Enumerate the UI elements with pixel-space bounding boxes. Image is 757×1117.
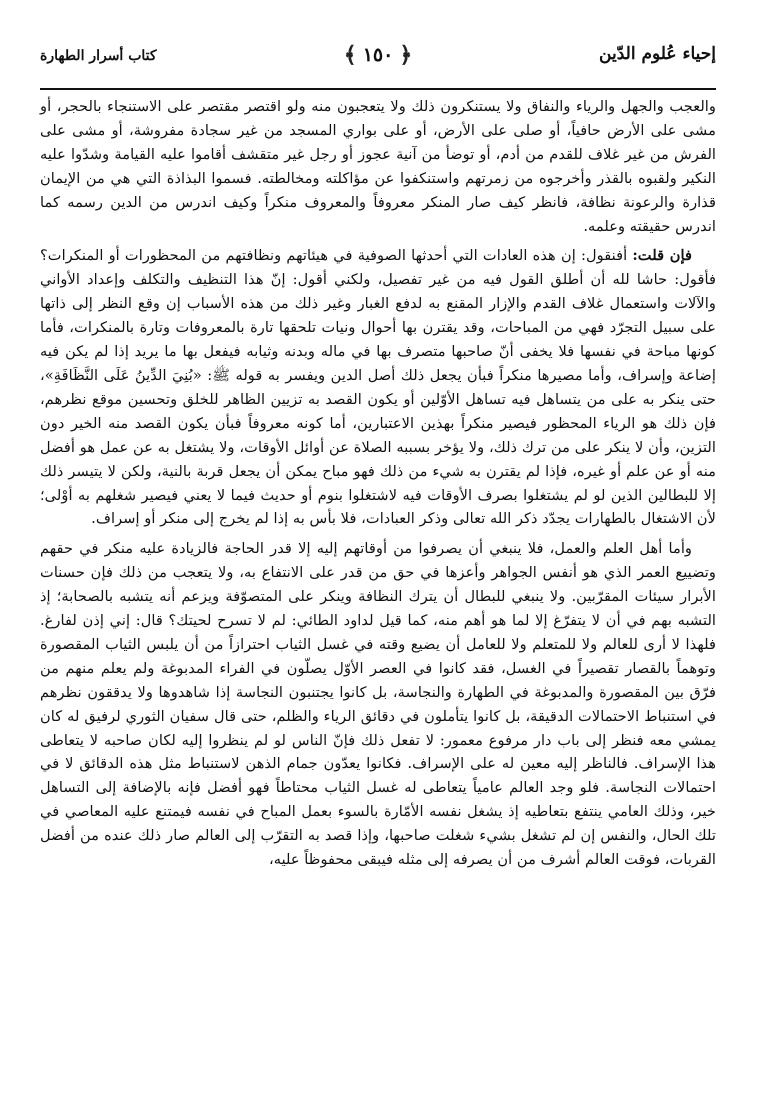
header-divider: [40, 88, 716, 90]
page-number: ١٥٠: [362, 44, 394, 66]
page-number-block: [344, 42, 412, 68]
paragraph-2-text: أفنقول: إن هذه العادات التي أحدثها الصوفية في هيئاتهم ونظافتهم من المحظورات أو المنكرات؟ فأقول: حاشا لله أن أطلق القول فيه من غير تفصيل، ولكني أقول: إنّ هذا التنظيف والتكلف وإعداد الأواني والآلات واستعمال غلاف القدم والإزار المقنع به لدفع الغبار وغير ذلك من هذه الأسباب إن وقع النظر إلى ذاتها على سبيل التجرّد فهي من المباحات، وقد يقترن بها أحوال ونيات تلحقها تارة بالمعروفات وتارة بالمنكرات، فأما كونها مباحة في نفسها فلا يخفى أنّ صاحبها متصرف بها في ماله وبدنه وثيابه فيفعل بها ما يريد إذا لم يكن فيه إضاعة وإسراف، وأما مصيرها منكراً فبأن يجعل ذلك أصل الدين ويفسر به قوله ﷺ: «بُنِيَ الدِّينُ عَلَى النَّظَافَةِ»، حتى ينكر به على من يتساهل فيه تساهل الأوّلين أو يكون القصد به تزيين الظاهر للخلق وتحسين موقع نظرهم، فإن ذلك هو الرياء المحظور فيصير منكراً بهذين الاعتبارين، أما كونه معروفاً فبأن يكون القصد منه الخير دون التزين، وأن لا ينكر على من ترك ذلك، ولا يؤخر بسببه الصلاة عن أوائل الأوقات، ولا يشتغل به عن عمل هو أفضل منه أو عن علم أو غيره، فإذا لم يقترن به شيء من ذلك فهو مباح يمكن أن يجعل قربة بالنية، ولكن لا يتيسر ذلك إلا للبطالين الذين لو لم يشتغلوا بصرف الأوقات فيه لاشتغلوا بنوم أو حديث فيما لا يعني فيصير شغلهم به أوْلى؛ لأن الاشتغال بالطهارات يجدّد ذكر الله تعالى وذكر العبادات، فلا بأس به إذا لم يخرج إلى منكر أو إسراف.: [40, 247, 716, 528]
paragraph-1-text: والعجب والجهل والرياء والنفاق ولا يستنكرون ذلك ولا يتعجبون منه ولو اقتصر مقتصر على الاستنجاء بالحجر، أو مشى على الأرض حافياً، أو صلى على الأرض، أو على بواري المسجد من غير سجادة مفروشة، أو مشى على الفرش من غير غلاف للقدم من أدم، أو توضأ من آنية عجوز أو رجل غير متقشف أقاموا عليه القيامة وشدّوا عليه النكير ولقبوه بالقذر وأخرجوه من زمرتهم واستنكفوا عن مؤاكلته ومخالطته. فسموا البذاذة التي هي من الإيمان قذارة والرعونة نظافة، فانظر كيف صار المنكر معروفاً والمعروف منكراً وكيف اندرس من الدين رسمه كما اندرس حقيقته وعلمه.: [40, 98, 716, 235]
paragraph-3: [40, 537, 716, 872]
paragraph-1: [40, 95, 716, 238]
page-header: [40, 40, 716, 80]
paragraph-2: [40, 244, 716, 531]
brace-right-ornament: ﴿: [399, 42, 413, 68]
body-text: [40, 95, 716, 878]
paragraph-3-text: وأما أهل العلم والعمل، فلا ينبغي أن يصرفوا من أوقاتهم إليه إلا قدر الحاجة فالزيادة عليه منكر في حقهم وتضييع العمر الذي هو أنفس الجواهر وأعزها في حق من قدر على الانتفاع به، ولا يتعجب من ذلك فإن حسنات الأبرار سيئات المقرّبين. ولا ينبغي للبطال أن يترك النظافة وينكر على المتصوّفة ويزعم أنه يتشبه بالصحابة؛ إذ التشبه بهم في أن لا يتفرّغ إلا لما هو أهم منه، كما قيل لداود الطائي: لم لا تسرح لحيتك؟ قال: إني إذن لفارغ. فلهذا لا أرى للعالم ولا للمتعلم ولا للعامل أن يضيع وقته في غسل الثياب احترازاً من أن يلبس الثياب المقصورة وتوهماً بالقصار تقصيراً في الغسل، فقد كانوا في العصر الأوّل يصلّون في الفراء المدبوغة ولم يعلم منهم من فرّق بين المقصورة والمدبوغة في الطهارة والنجاسة، بل كانوا يجتنبون النجاسة إذا شاهدوها ولا يدققون نظرهم في استنباط الاحتمالات الدقيقة، بل كانوا يتأملون في دقائق الرياء والظلم، حتى قال سفيان الثوري لرفيق له كان يمشي معه فنظر إلى باب دار مرفوع معمور: لا تفعل ذلك فإنّ الناس لو لم ينظروا إليه لكان صاحبه لا يتعاطى هذا الإسراف. فالناظر إليه معين له على الإسراف. فكانوا يعدّون جمام الذهن لاستنباط مثل هذه الدقائق لا في احتمالات النجاسة. فلو وجد العالم عامياً يتعاطى له غسل الثياب محتاطاً فهو أفضل فإنه بالإضافة إلى التساهل خير، وذلك العامي ينتفع بتعاطيه إذ يشغل نفسه الأمّارة بالسوء بعمل المباح في نفسه فيمتنع عليه المعاصي في تلك الحال، والنفس إن لم تشغل بشيء شغلت صاحبها، وإذا قصد به التقرّب إلى العالم صار ذلك عنده من أفضل القربات، فوقت العالم أشرف من أن يصرفه إلى مثله فيبقى محفوظاً عليه،: [40, 540, 716, 869]
paragraph-2-lead: فإن قلت:: [632, 247, 692, 265]
book-title: إحياء عُلوم الدّين: [599, 44, 716, 64]
chapter-title: كتاب أسرار الطهارة: [40, 48, 157, 64]
brace-left-ornament: ﴾: [343, 42, 357, 68]
